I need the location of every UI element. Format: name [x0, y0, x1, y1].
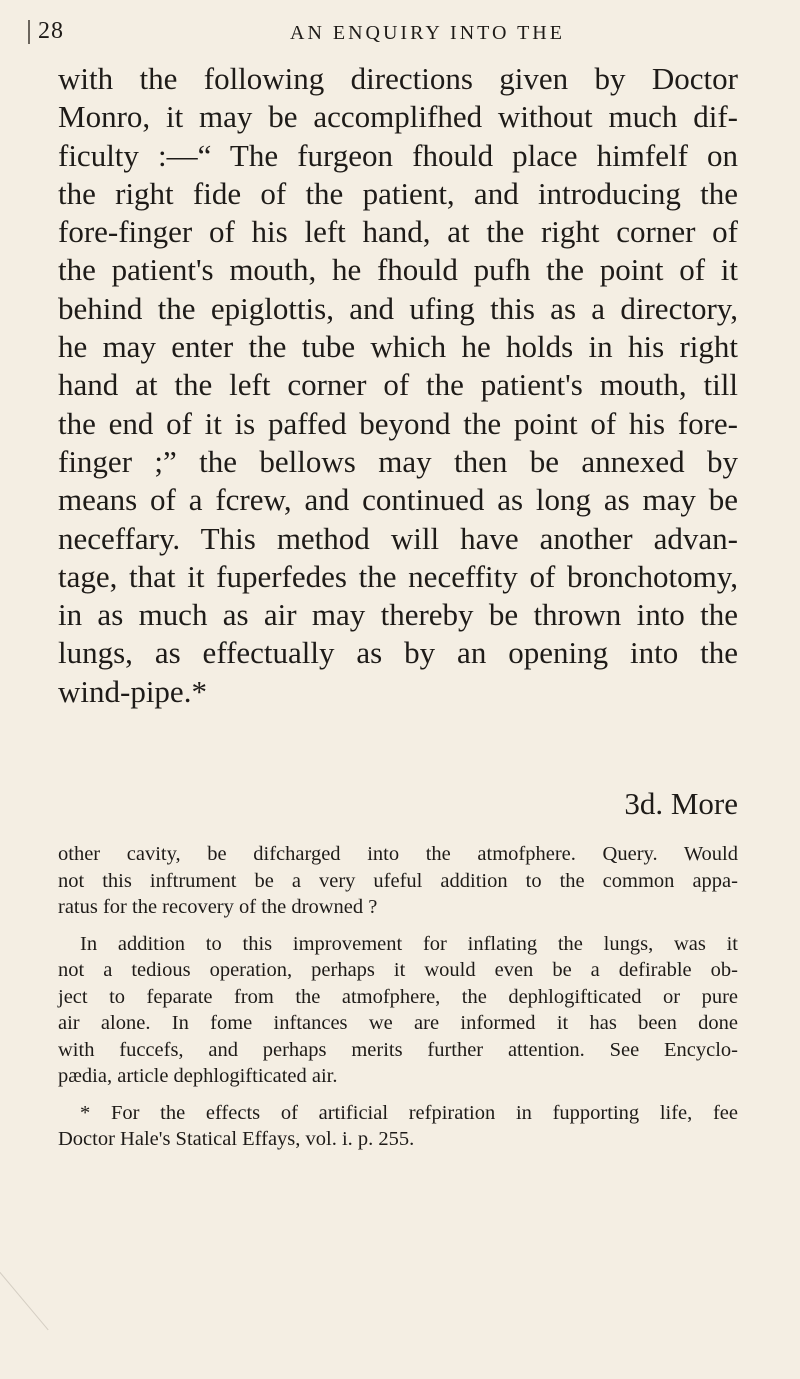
footnote-line: ratus for the recovery of the drowned ?: [58, 896, 378, 918]
footnote-line: ject to feparate from the atmofphere, the dephlogifticated or pure: [58, 985, 738, 1008]
footnote-line: * For the effects of artificial refpiration in fupporting life, fee: [80, 1101, 738, 1124]
text-line: tage, that it fuperfedes the neceffity of bronchotomy,: [58, 558, 738, 594]
page-header: [0, 18, 800, 48]
text-line: lungs, as effectually as by an opening into the: [58, 635, 738, 671]
text-line: the end of it is paffed beyond the point of his fore-: [58, 405, 738, 441]
footnote-line: not this inftrument be a very ufeful addition to the common appa-: [58, 869, 738, 892]
text-line: means of a fcrew, and continued as long as may be: [58, 482, 738, 518]
footnote-line: Doctor Hale's Statical Effays, vol. i. p. 255.: [58, 1128, 415, 1150]
text-line: in as much as air may thereby be thrown into the: [58, 597, 738, 633]
text-line: the patient's mouth, he fhould pufh the point of it: [58, 252, 738, 288]
text-line: fore-finger of his left hand, at the right corner of: [58, 214, 738, 250]
text-line: he may enter the tube which he holds in his right: [58, 329, 738, 365]
text-line: wind-pipe.*: [58, 673, 207, 709]
running-head: AN ENQUIRY INTO THE: [290, 22, 565, 44]
text-line: finger ;” the bellows may then be annexed by: [58, 443, 738, 479]
footnote-line: pædia, article dephlogifticated air.: [58, 1065, 338, 1087]
footnote-paragraph: [58, 841, 738, 921]
text-line: with the following directions given by Doctor: [58, 61, 738, 96]
footnote-line: not a tedious operation, perhaps it would even be a defirable ob-: [58, 959, 738, 981]
footnote-line: air alone. In fome inftances we are informed it has been done: [58, 1012, 738, 1034]
footnote-line: with fuccefs, and perhaps merits further attention. See Encyclo-: [58, 1038, 738, 1061]
text-line: Monro, it may be accomplifhed without much dif-: [58, 99, 738, 135]
footnote-paragraph: [58, 1100, 738, 1153]
catchword-line: 3d. More: [624, 786, 738, 821]
text-line: neceffary. This method will have another advan-: [58, 520, 738, 556]
page-edge-mark: [28, 20, 30, 44]
page-number: 28: [38, 18, 64, 44]
main-text: [58, 60, 738, 711]
paper-crease: [0, 1230, 95, 1330]
footnote-line: other cavity, be difcharged into the atmofphere. Query. Would: [58, 843, 738, 865]
footnote-line: In addition to this improvement for inflating the lungs, was it: [80, 932, 738, 955]
text-line: the right fide of the patient, and introducing the: [58, 175, 738, 211]
footnotes: [58, 841, 738, 1163]
text-line: behind the epiglottis, and ufing this as a directory,: [58, 290, 738, 326]
footnote-paragraph: [58, 931, 738, 1090]
text-line: ficulty :—“ The furgeon fhould place himfelf on: [58, 137, 738, 173]
text-line: hand at the left corner of the patient's mouth, till: [58, 367, 738, 403]
